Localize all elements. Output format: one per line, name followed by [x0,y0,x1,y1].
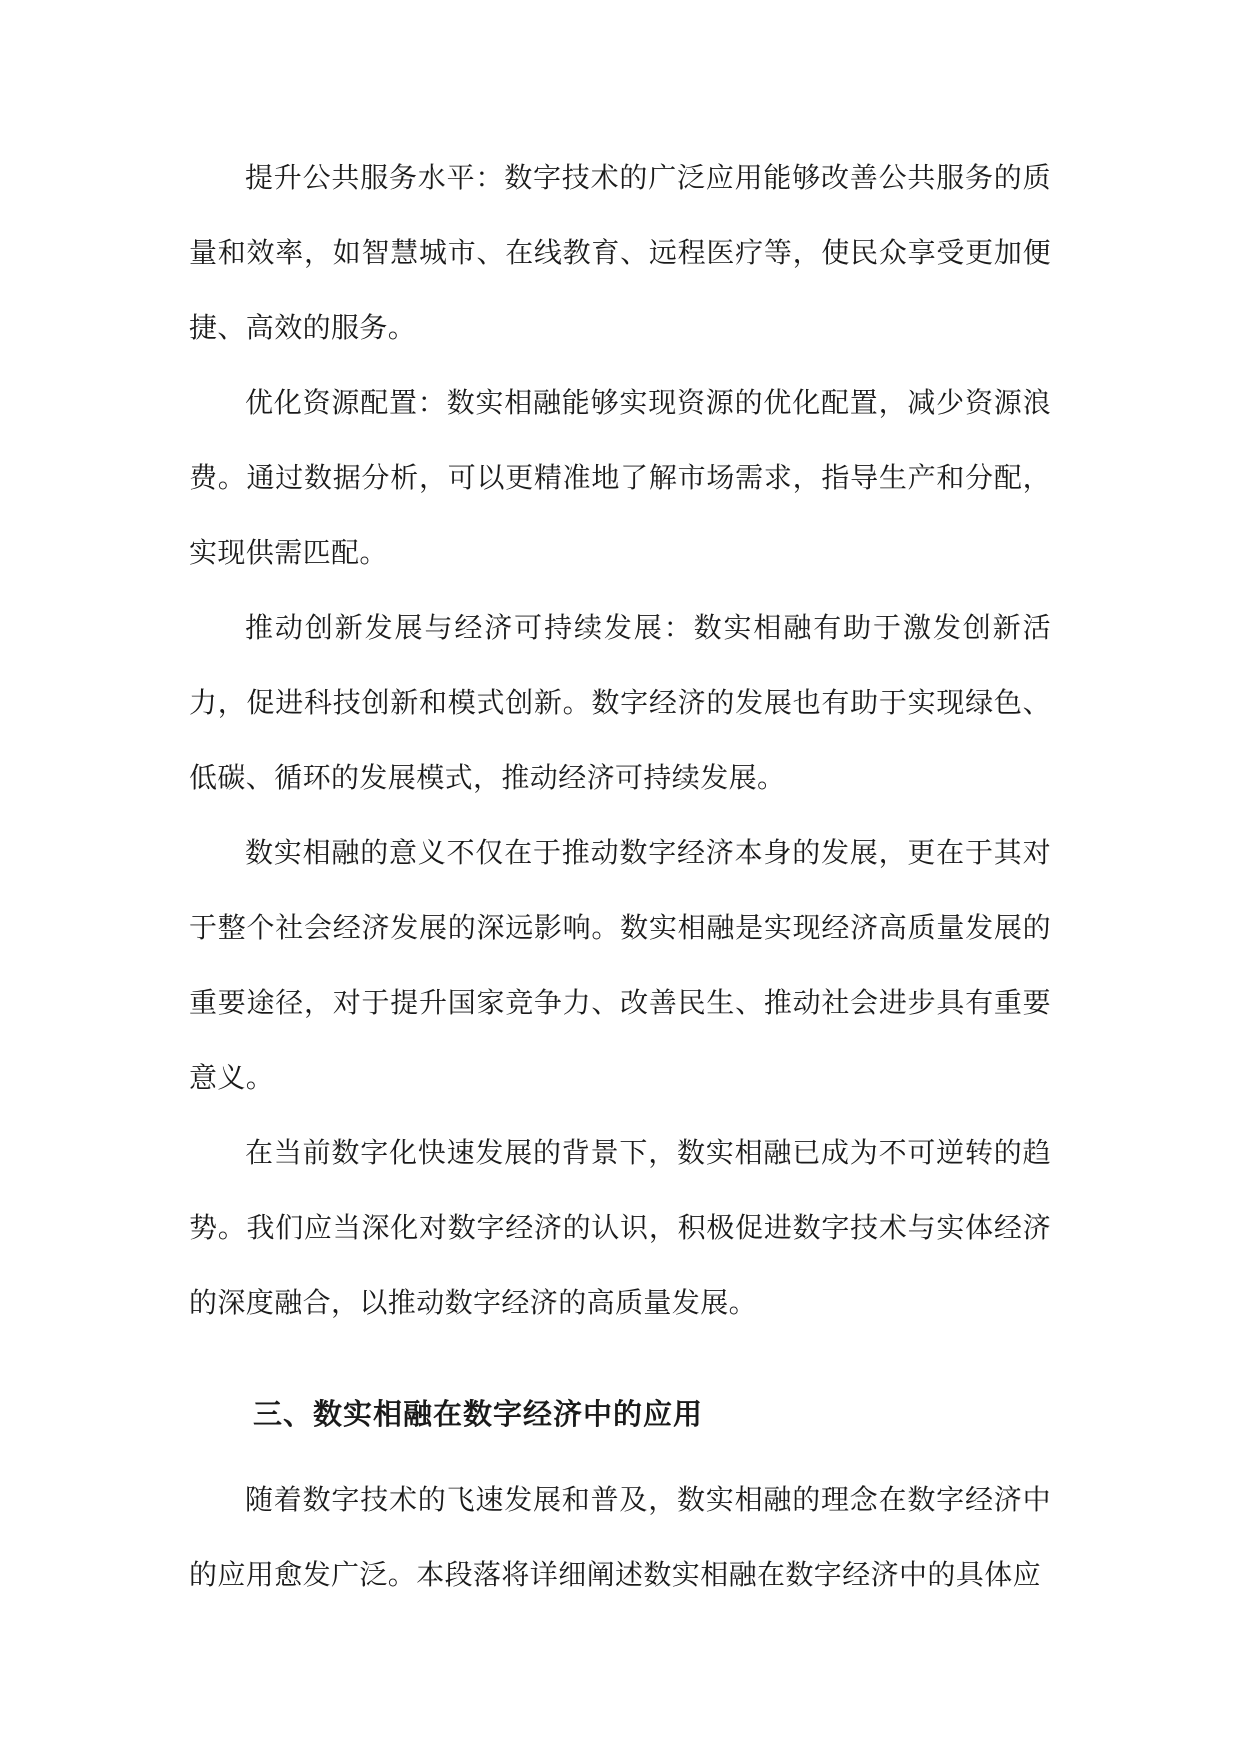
paragraph-resource-allocation: 优化资源配置：数实相融能够实现资源的优化配置，减少资源浪费。通过数据分析，可以更精准地了解市场需求，指导生产和分配，实现供需匹配。 [189,386,1051,569]
paragraph-significance: 数实相融的意义不仅在于推动数字经济本身的发展，更在于其对于整个社会经济发展的深远影响。数实相融是实现经济高质量发展的重要途径，对于提升国家竞争力、改善民生、推动社会进步具有重要意义。 [189,836,1051,1094]
body-text-before-heading [189,140,1051,1340]
body-text-after-heading [189,1462,1051,1612]
paragraph-applications-intro: 随着数字技术的飞速发展和普及，数实相融的理念在数字经济中的应用愈发广泛。本段落将详细阐述数实相融在数字经济中的具体应 [189,1483,1051,1591]
paragraph-current-trend: 在当前数字化快速发展的背景下，数实相融已成为不可逆转的趋势。我们应当深化对数字经济的认识，积极促进数字技术与实体经济的深度融合，以推动数字经济的高质量发展。 [189,1136,1051,1319]
paragraph-innovation-development: 推动创新发展与经济可持续发展：数实相融有助于激发创新活力，促进科技创新和模式创新。数字经济的发展也有助于实现绿色、低碳、循环的发展模式，推动经济可持续发展。 [189,611,1051,794]
paragraph-public-services: 提升公共服务水平：数字技术的广泛应用能够改善公共服务的质量和效率，如智慧城市、在线教育、远程医疗等，使民众享受更加便捷、高效的服务。 [189,161,1051,344]
section-heading: 三、数实相融在数字经济中的应用 [253,1397,704,1431]
